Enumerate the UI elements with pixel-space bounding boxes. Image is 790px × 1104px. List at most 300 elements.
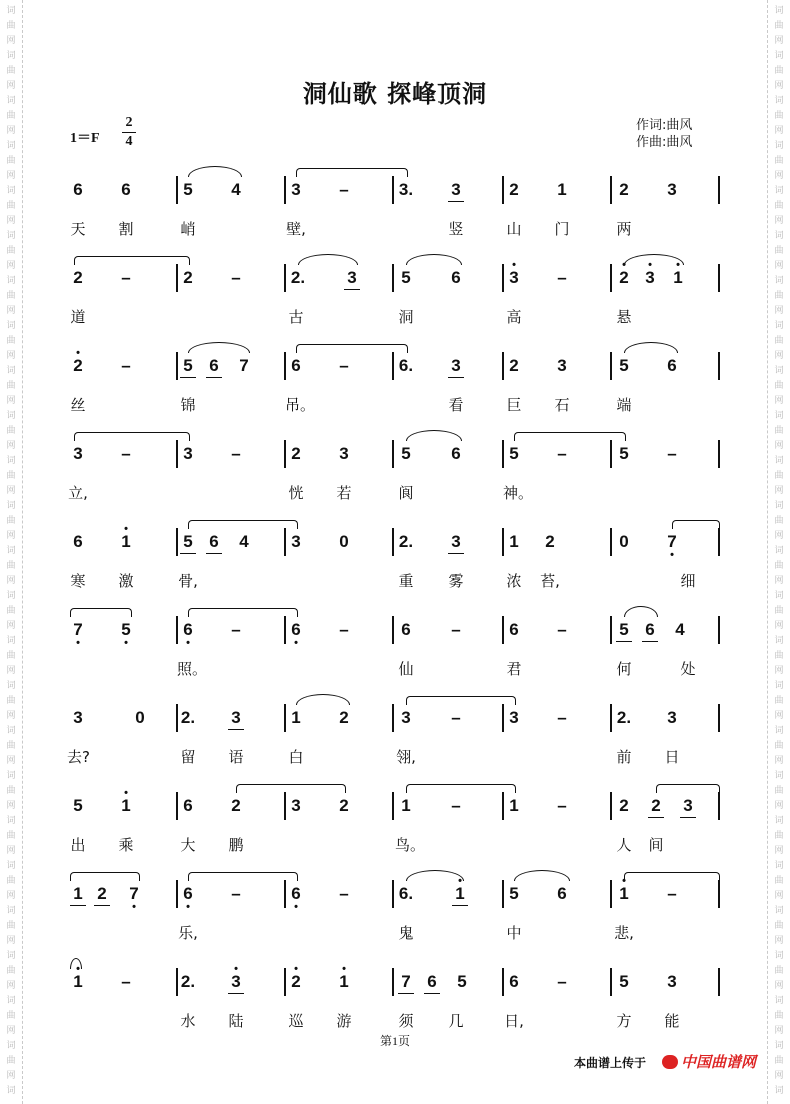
barline	[502, 880, 504, 908]
barline	[502, 440, 504, 468]
site-logo[interactable]	[662, 1051, 756, 1072]
watermark-char: 词	[774, 96, 784, 106]
barline	[176, 880, 178, 908]
jianpu-note: 3	[73, 444, 83, 463]
jianpu-note: 6	[401, 620, 411, 639]
tie-bracket	[406, 784, 516, 793]
barline	[392, 880, 394, 908]
jianpu-note: 3.	[398, 180, 414, 199]
watermark-char: 词	[774, 366, 784, 376]
jianpu-note: 3	[680, 796, 696, 816]
time-signature	[122, 116, 136, 149]
watermark-char: 网	[774, 351, 784, 361]
jianpu-note: 1	[509, 532, 519, 551]
jianpu-note: –	[451, 708, 461, 727]
octave-dot-high: •	[512, 259, 516, 271]
octave-dot-high: •	[622, 259, 626, 271]
barline	[610, 528, 612, 556]
jianpu-note: –	[121, 444, 131, 463]
lyric-syllable: 峭	[180, 220, 196, 238]
watermark-char: 网	[774, 801, 784, 811]
tie-bracket	[70, 608, 132, 617]
jianpu-note: 3	[448, 532, 464, 552]
lyric-syllable: 间	[648, 836, 664, 854]
barline	[176, 440, 178, 468]
lyric-syllable: 锦	[180, 396, 196, 414]
lyric-syllable: 激	[118, 572, 134, 590]
slur-mark	[188, 166, 242, 177]
jianpu-note: 0	[619, 532, 629, 551]
barline	[284, 352, 286, 380]
watermark-char: 词	[6, 816, 16, 826]
lyric-syllable: 中	[506, 924, 522, 942]
octave-dot-high: •	[124, 523, 128, 535]
jianpu-note: –	[231, 884, 241, 903]
barline	[610, 176, 612, 204]
jianpu-note: 3	[667, 972, 677, 991]
jianpu-note: 2	[73, 268, 83, 287]
watermark-char: 网	[774, 621, 784, 631]
lyric-syllable: 乘	[118, 836, 134, 854]
barline	[502, 528, 504, 556]
tie-bracket	[74, 432, 190, 441]
tie-bracket	[296, 344, 408, 353]
watermark-char: 曲	[6, 21, 16, 31]
jianpu-note: 2	[545, 532, 555, 551]
jianpu-note: 2	[339, 796, 349, 815]
barline	[502, 264, 504, 292]
watermark-char: 词	[774, 861, 784, 871]
watermark-char: 网	[6, 936, 16, 946]
watermark-char: 曲	[774, 1056, 784, 1066]
octave-dot-high: •	[294, 963, 298, 975]
jianpu-note: –	[121, 972, 131, 991]
barline	[392, 704, 394, 732]
watermark-char: 曲	[6, 381, 16, 391]
jianpu-note: 5 •	[118, 620, 134, 640]
jianpu-note: –	[339, 356, 349, 375]
score-system	[0, 347, 790, 442]
tie-bracket	[672, 520, 720, 529]
jianpu-note: –	[121, 268, 131, 287]
tie-bracket	[188, 520, 298, 529]
watermark-char: 曲	[774, 1011, 784, 1021]
jianpu-note: –	[667, 884, 677, 903]
watermark-char: 曲	[6, 1011, 16, 1021]
watermark-char: 曲	[774, 561, 784, 571]
watermark-char: 曲	[6, 741, 16, 751]
jianpu-note: 5	[401, 444, 411, 463]
jianpu-note: 6	[509, 620, 519, 639]
barline	[718, 616, 720, 644]
jianpu-note: 1	[509, 796, 519, 815]
barline	[502, 352, 504, 380]
watermark-char: 词	[6, 861, 16, 871]
lyric-syllable: 道	[70, 308, 86, 326]
watermark-char: 网	[6, 576, 16, 586]
watermark-char: 词	[6, 1041, 16, 1051]
jianpu-note: 2 •	[616, 268, 632, 288]
tie-bracket	[296, 168, 408, 177]
octave-dot-high: •	[676, 259, 680, 271]
score-system	[0, 440, 790, 530]
lyric-syllable: 洞	[398, 308, 414, 326]
lyric-syllable: 端	[616, 396, 632, 414]
jianpu-note: 2.	[398, 532, 414, 551]
barline	[284, 968, 286, 996]
watermark-char: 曲	[774, 156, 784, 166]
watermark-char: 网	[6, 1026, 16, 1036]
barline	[176, 968, 178, 996]
jianpu-note: 4	[239, 532, 249, 551]
lyric-syllable: 寒	[70, 572, 86, 590]
jianpu-note: 3	[291, 796, 301, 815]
jianpu-note: 5	[616, 620, 632, 640]
watermark-char: 词	[6, 726, 16, 736]
watermark-char: 曲	[6, 66, 16, 76]
watermark-char: 曲	[774, 246, 784, 256]
watermark-char: 词	[6, 6, 16, 16]
barline	[610, 440, 612, 468]
jianpu-note: 3	[557, 356, 567, 375]
barline	[718, 704, 720, 732]
jianpu-note: 6	[73, 180, 83, 199]
barline	[176, 616, 178, 644]
barline	[284, 528, 286, 556]
watermark-char: 网	[6, 486, 16, 496]
jianpu-note: 1	[70, 884, 86, 904]
watermark-char: 词	[774, 951, 784, 961]
octave-dot-low: •	[670, 549, 674, 561]
jianpu-note: 3	[339, 444, 349, 463]
watermark-char: 曲	[6, 651, 16, 661]
jianpu-note: 7	[239, 356, 249, 375]
watermark-char: 曲	[6, 966, 16, 976]
watermark-char: 网	[6, 306, 16, 316]
watermark-char: 网	[6, 1071, 16, 1081]
barline	[718, 968, 720, 996]
jianpu-note: –	[231, 444, 241, 463]
watermark-char: 词	[774, 636, 784, 646]
barline	[176, 352, 178, 380]
lyric-syllable: 语	[228, 748, 244, 766]
barline	[176, 528, 178, 556]
watermark-char: 词	[774, 276, 784, 286]
lyric-syllable: 神。	[503, 484, 534, 502]
jianpu-note: 3	[667, 180, 677, 199]
jianpu-note: 6	[667, 356, 677, 375]
tie-bracket	[236, 784, 346, 793]
lyric-syllable: 方	[616, 1012, 632, 1030]
watermark-char: 词	[774, 456, 784, 466]
jianpu-note: 2.	[616, 708, 632, 727]
jianpu-note: 4	[675, 620, 685, 639]
barline	[176, 792, 178, 820]
watermark-char: 曲	[6, 921, 16, 931]
lyric-syllable: 古	[288, 308, 304, 326]
jianpu-note: 2	[94, 884, 110, 904]
barline	[502, 704, 504, 732]
jianpu-note: 5	[180, 532, 196, 552]
jianpu-note: 2	[183, 268, 193, 287]
barline	[392, 264, 394, 292]
time-signature-bar	[122, 132, 136, 133]
watermark-char: 网	[6, 396, 16, 406]
watermark-char: 网	[6, 126, 16, 136]
watermark-char: 网	[774, 126, 784, 136]
watermark-char: 词	[6, 906, 16, 916]
barline	[284, 792, 286, 820]
watermark-char: 网	[774, 441, 784, 451]
lyric-syllable: 去?	[67, 748, 90, 766]
jianpu-note: 6	[183, 796, 193, 815]
watermark-char: 曲	[774, 606, 784, 616]
tie-bracket	[624, 872, 720, 881]
watermark-char: 网	[774, 486, 784, 496]
watermark-char: 曲	[6, 336, 16, 346]
octave-dot-low: •	[294, 901, 298, 913]
lyric-syllable: 浓	[506, 572, 522, 590]
octave-dot-high: •	[234, 963, 238, 975]
jianpu-note: 6	[73, 532, 83, 551]
watermark-char: 曲	[6, 201, 16, 211]
watermark-char: 曲	[774, 966, 784, 976]
watermark-char: 网	[774, 711, 784, 721]
watermark-char: 网	[6, 261, 16, 271]
jianpu-note: 5	[180, 356, 196, 376]
watermark-char: 网	[774, 756, 784, 766]
watermark-char: 曲	[6, 786, 16, 796]
watermark-char: 曲	[774, 921, 784, 931]
lyric-syllable: 门	[554, 220, 570, 238]
barline	[176, 176, 178, 204]
barline	[610, 264, 612, 292]
jianpu-note: 6	[642, 620, 658, 640]
watermark-char: 网	[6, 441, 16, 451]
time-signature-top: 2	[125, 115, 133, 130]
lyric-syllable: 竖	[448, 220, 464, 238]
watermark-char: 网	[6, 891, 16, 901]
octave-dot-low: •	[124, 637, 128, 649]
lyric-syllable: 能	[664, 1012, 680, 1030]
jianpu-note: 3	[509, 708, 519, 727]
jianpu-note: 3	[401, 708, 411, 727]
watermark-char: 网	[774, 216, 784, 226]
jianpu-note: –	[339, 180, 349, 199]
lyric-syllable: 悬	[616, 308, 632, 326]
octave-dot-high: •	[648, 259, 652, 271]
watermark-char: 曲	[6, 606, 16, 616]
watermark-char: 曲	[774, 426, 784, 436]
jianpu-note: 1	[401, 796, 411, 815]
watermark-char: 曲	[6, 696, 16, 706]
jianpu-note: –	[451, 796, 461, 815]
lyric-syllable: 君	[506, 660, 522, 678]
watermark-char: 网	[6, 36, 16, 46]
jianpu-note: 3	[667, 708, 677, 727]
score-system	[0, 704, 790, 794]
barline	[610, 616, 612, 644]
octave-dot-high: •	[76, 963, 80, 975]
jianpu-note: 1 •	[118, 532, 134, 552]
score-system	[0, 176, 790, 266]
watermark-char: 网	[6, 666, 16, 676]
jianpu-note: 5	[401, 268, 411, 287]
barline	[610, 792, 612, 820]
watermark-char: 网	[774, 576, 784, 586]
watermark-char: 网	[6, 846, 16, 856]
jianpu-note: –	[339, 884, 349, 903]
watermark-char: 网	[6, 711, 16, 721]
barline	[610, 968, 612, 996]
jianpu-note: 2	[619, 796, 629, 815]
lyric-syllable: 苔,	[540, 572, 560, 590]
watermark-char: 曲	[6, 291, 16, 301]
watermark-char: 曲	[774, 741, 784, 751]
barline	[610, 880, 612, 908]
tie-bracket	[188, 608, 298, 617]
octave-dot-low: •	[132, 901, 136, 913]
watermark-char: 词	[6, 996, 16, 1006]
watermark-char: 词	[6, 186, 16, 196]
watermark-char: 词	[774, 51, 784, 61]
tie-bracket	[188, 872, 298, 881]
credits	[636, 117, 692, 151]
barline	[284, 440, 286, 468]
watermark-char: 曲	[6, 561, 16, 571]
tie-bracket	[406, 696, 516, 705]
jianpu-note: 6 •	[288, 884, 304, 904]
watermark-char: 词	[774, 6, 784, 16]
watermark-char: 网	[774, 306, 784, 316]
jianpu-note: 5	[619, 972, 629, 991]
page-title: 洞仙歌 探峰顶洞	[302, 79, 488, 109]
watermark-char: 词	[6, 681, 16, 691]
jianpu-note: –	[557, 972, 567, 991]
score-system	[0, 787, 790, 882]
barline	[284, 616, 286, 644]
lyric-syllable: 立,	[68, 484, 88, 502]
jianpu-note: 6.	[398, 884, 414, 903]
lyric-syllable: 吊。	[285, 396, 316, 414]
jianpu-note: –	[231, 268, 241, 287]
jianpu-note: 3	[344, 268, 360, 288]
barline	[502, 176, 504, 204]
lyric-syllable: 出	[70, 836, 86, 854]
watermark-char: 曲	[774, 516, 784, 526]
octave-dot-low: •	[294, 637, 298, 649]
watermark-char: 词	[774, 141, 784, 151]
lyric-syllable: 石	[554, 396, 570, 414]
watermark-char: 曲	[6, 426, 16, 436]
watermark-char: 网	[774, 81, 784, 91]
watermark-char: 网	[6, 981, 16, 991]
jianpu-note: –	[339, 620, 349, 639]
jianpu-note: 6	[509, 972, 519, 991]
jianpu-note: 6	[121, 180, 131, 199]
jianpu-note: 5	[73, 796, 83, 815]
watermark-char: 曲	[6, 156, 16, 166]
watermark-char: 网	[6, 216, 16, 226]
octave-dot-low: •	[186, 637, 190, 649]
jianpu-note: 5	[619, 444, 629, 463]
watermark-char: 曲	[6, 1056, 16, 1066]
score-system	[0, 875, 790, 970]
watermark-char: 词	[774, 771, 784, 781]
watermark-char: 词	[6, 591, 16, 601]
watermark-char: 曲	[774, 336, 784, 346]
logo-mark-icon	[662, 1055, 678, 1069]
octave-dot-low: •	[186, 901, 190, 913]
jianpu-note: 6	[206, 532, 222, 552]
watermark-char: 网	[6, 351, 16, 361]
barline	[392, 968, 394, 996]
jianpu-note: –	[557, 708, 567, 727]
jianpu-note: 2 •	[70, 356, 86, 376]
barline	[718, 880, 720, 908]
watermark-char: 曲	[774, 831, 784, 841]
lyric-syllable: 壁,	[286, 220, 306, 238]
barline	[502, 792, 504, 820]
barline	[718, 176, 720, 204]
lyric-syllable: 乐,	[178, 924, 198, 942]
barline	[610, 352, 612, 380]
jianpu-note: 1	[557, 180, 567, 199]
watermark-char: 曲	[774, 21, 784, 31]
jianpu-note: –	[121, 356, 131, 375]
jianpu-note: 3	[448, 180, 464, 200]
watermark-char: 曲	[774, 201, 784, 211]
key-signature: 1＝F	[70, 131, 100, 146]
octave-dot-high: •	[76, 347, 80, 359]
watermark-char: 网	[774, 846, 784, 856]
composer-credit: 作曲:曲风	[636, 135, 693, 150]
octave-dot-high: •	[342, 963, 346, 975]
lyric-syllable: 骨,	[178, 572, 198, 590]
watermark-char: 网	[774, 531, 784, 541]
barline	[284, 880, 286, 908]
lyric-syllable: 日,	[504, 1012, 524, 1030]
octave-dot-high: •	[622, 875, 626, 887]
jianpu-note: 6 •	[180, 884, 196, 904]
watermark-char: 词	[6, 321, 16, 331]
watermark-char: 曲	[6, 876, 16, 886]
lyricist-credit: 作词:曲风	[636, 118, 693, 133]
lyric-syllable: 翎,	[396, 748, 416, 766]
barline	[284, 704, 286, 732]
watermark-char: 曲	[6, 516, 16, 526]
lyric-syllable: 恍	[288, 484, 304, 502]
barline	[610, 704, 612, 732]
barline	[392, 616, 394, 644]
watermark-char: 词	[774, 906, 784, 916]
tie-bracket	[656, 784, 720, 793]
jianpu-note: 7	[398, 972, 414, 992]
lyric-syllable: 高	[506, 308, 522, 326]
watermark-char: 网	[6, 531, 16, 541]
jianpu-note: 2.	[180, 708, 196, 727]
watermark-char: 词	[6, 141, 16, 151]
jianpu-note: –	[557, 268, 567, 287]
jianpu-note: 5	[509, 444, 519, 463]
jianpu-note: 6	[206, 356, 222, 376]
lyric-syllable: 须	[398, 1012, 414, 1030]
lyric-syllable: 天	[70, 220, 86, 238]
score-system	[0, 616, 790, 706]
watermark-char: 曲	[774, 786, 784, 796]
jianpu-note: 5	[457, 972, 467, 991]
logo-text: 中国曲谱网	[681, 1053, 757, 1071]
